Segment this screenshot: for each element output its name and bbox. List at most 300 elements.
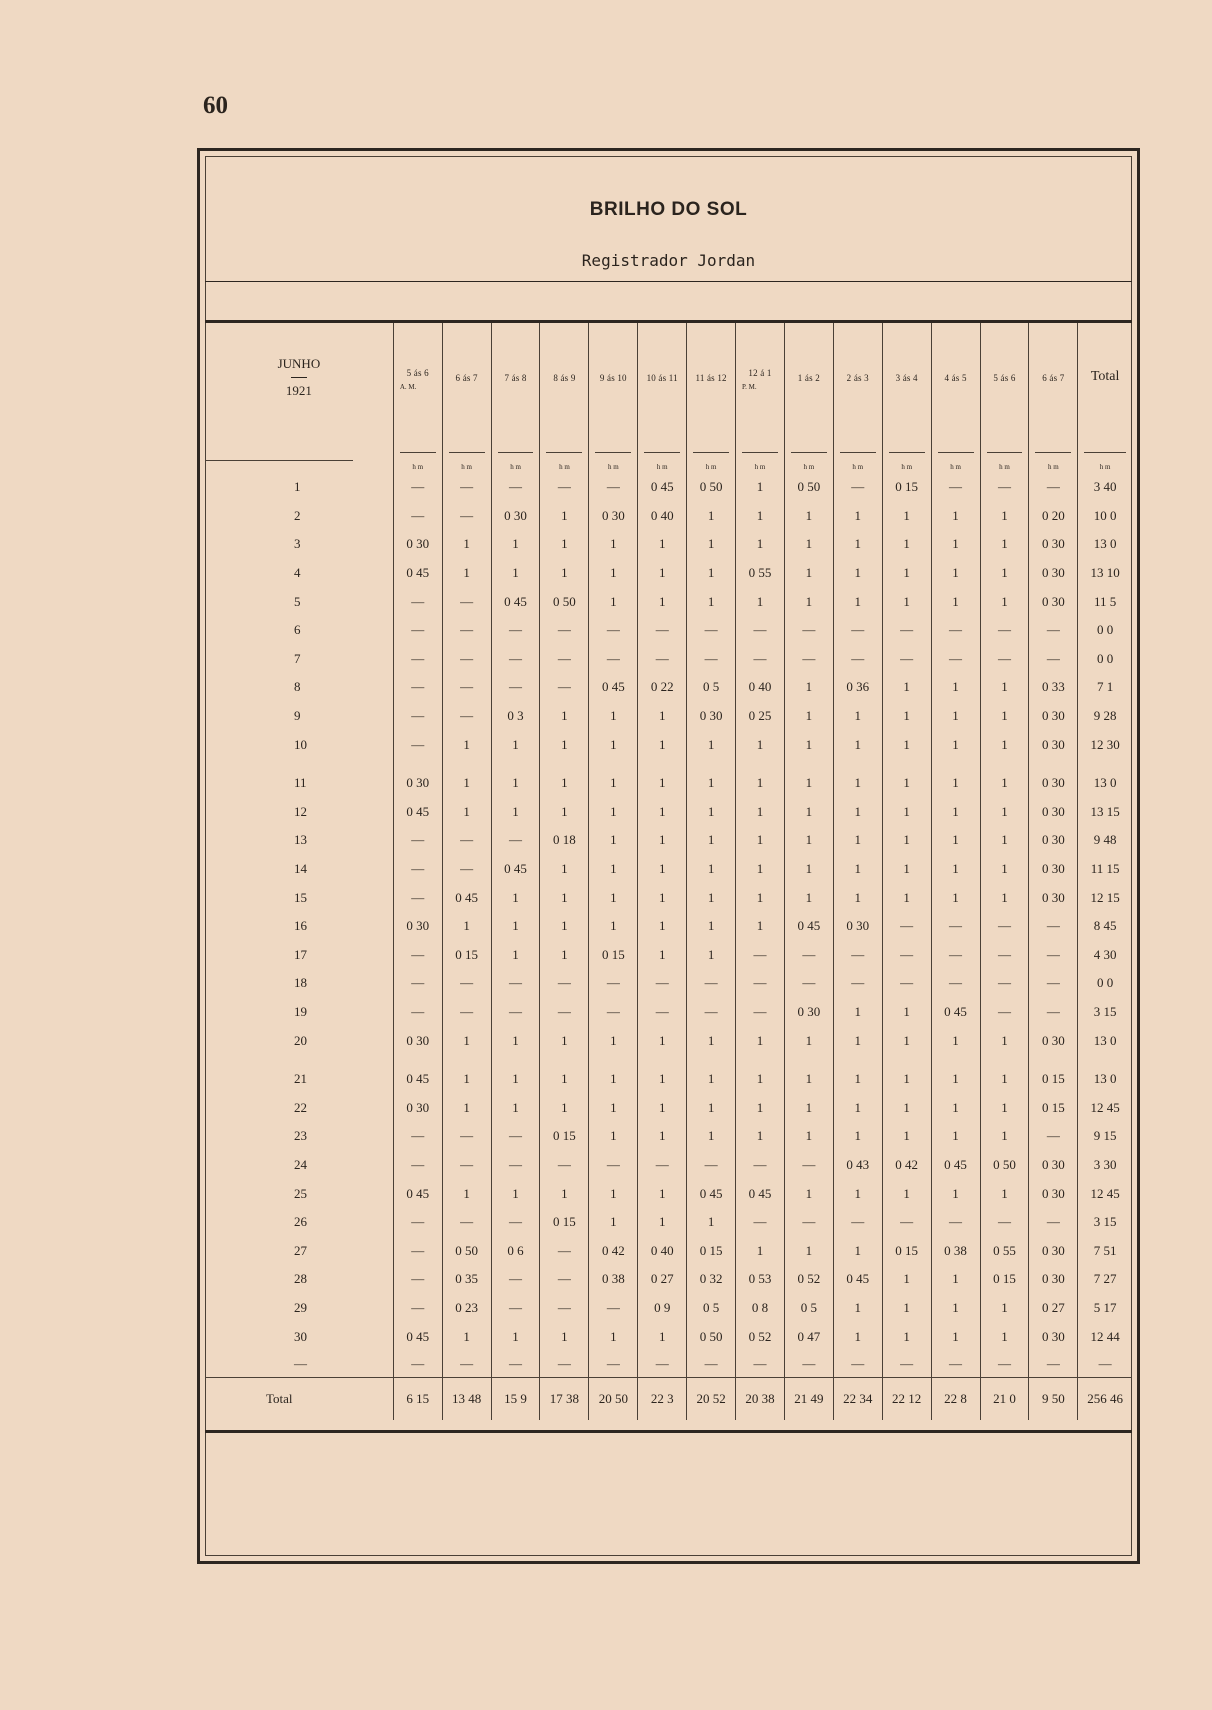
sunshine-cell: — bbox=[882, 645, 931, 674]
sunshine-cell: — bbox=[393, 1351, 442, 1378]
sunshine-cell: 1 bbox=[638, 826, 687, 855]
sunshine-cell: 1 bbox=[833, 502, 882, 531]
sunshine-cell: — bbox=[491, 645, 540, 674]
sunshine-cell: 1 bbox=[784, 1055, 833, 1094]
unit-label bbox=[491, 431, 540, 473]
sunshine-cell: 0 20 bbox=[1029, 502, 1078, 531]
sunshine-cell: — bbox=[784, 969, 833, 998]
sunshine-cell: 1 bbox=[540, 1055, 589, 1094]
sunshine-cell: 1 bbox=[442, 530, 491, 559]
sunshine-cell: 1 bbox=[980, 883, 1029, 912]
table-row bbox=[205, 1265, 1132, 1294]
sunshine-cell: 0 30 bbox=[1029, 798, 1078, 827]
sunshine-cell: 0 30 bbox=[1029, 702, 1078, 731]
sunshine-cell: — bbox=[491, 826, 540, 855]
sunshine-cell: — bbox=[882, 616, 931, 645]
sunshine-cell: 1 bbox=[638, 759, 687, 798]
unit-text: h m bbox=[546, 452, 582, 471]
sunshine-cell: 0 50 bbox=[687, 473, 736, 502]
sunshine-cell: 1 bbox=[980, 1122, 1029, 1151]
table-row bbox=[205, 759, 1132, 798]
sunshine-cell: 1 bbox=[882, 998, 931, 1027]
day-cell: 27 bbox=[294, 1242, 307, 1258]
sunshine-cell: 1 bbox=[589, 730, 638, 759]
table-row bbox=[205, 473, 1132, 502]
sunshine-cell: 1 bbox=[442, 1026, 491, 1055]
sunshine-cell: — bbox=[980, 912, 1029, 941]
grand-total-cell: 256 46 bbox=[1078, 1377, 1132, 1420]
sunshine-cell: 1 bbox=[491, 530, 540, 559]
sunshine-cell: — bbox=[980, 1208, 1029, 1237]
sunshine-cell: 0 30 bbox=[1029, 826, 1078, 855]
sunshine-cell: 1 bbox=[736, 502, 785, 531]
sunshine-cell: 1 bbox=[931, 559, 980, 588]
sunshine-cell: — bbox=[393, 616, 442, 645]
sunshine-cell: 1 bbox=[589, 883, 638, 912]
sunshine-cell: 1 bbox=[882, 1265, 931, 1294]
table-row bbox=[205, 855, 1132, 884]
hour-column-header bbox=[442, 323, 491, 431]
day-cell: 5 bbox=[294, 593, 301, 609]
sunshine-cell: — bbox=[393, 702, 442, 731]
sunshine-cell: 1 bbox=[589, 559, 638, 588]
sunshine-cell: 1 bbox=[882, 759, 931, 798]
sunshine-cell: — bbox=[491, 1122, 540, 1151]
sunshine-cell: 1 bbox=[736, 473, 785, 502]
column-total-cell: 22 8 bbox=[931, 1377, 980, 1420]
sunshine-cell: 1 bbox=[882, 1026, 931, 1055]
sunshine-cell: 1 bbox=[687, 730, 736, 759]
sunshine-cell: — bbox=[393, 645, 442, 674]
unit-label bbox=[1078, 431, 1132, 473]
sunshine-cell: — bbox=[784, 1208, 833, 1237]
sunshine-cell: 1 bbox=[687, 530, 736, 559]
day-cell: 7 bbox=[294, 650, 301, 666]
column-total-cell: 9 50 bbox=[1029, 1377, 1078, 1420]
totals-row bbox=[205, 1377, 1132, 1420]
sunshine-cell: — bbox=[980, 645, 1029, 674]
sunshine-cell: 1 bbox=[687, 883, 736, 912]
column-total-cell: 13 48 bbox=[442, 1377, 491, 1420]
sunshine-cell: — bbox=[589, 616, 638, 645]
sunshine-cell: 0 15 bbox=[1029, 1093, 1078, 1122]
sunshine-cell: — bbox=[931, 645, 980, 674]
hour-column-header bbox=[491, 323, 540, 431]
unit-label bbox=[882, 431, 931, 473]
sunshine-cell: — bbox=[491, 1265, 540, 1294]
table-row bbox=[205, 1179, 1132, 1208]
unit-label bbox=[638, 431, 687, 473]
unit-label bbox=[442, 431, 491, 473]
sunshine-cell: 1 bbox=[882, 559, 931, 588]
sunshine-cell: — bbox=[1029, 969, 1078, 998]
unit-row bbox=[205, 431, 1132, 473]
sunshine-cell: 1 bbox=[589, 702, 638, 731]
sunshine-cell: — bbox=[393, 998, 442, 1027]
sunshine-cell: 1 bbox=[540, 883, 589, 912]
row-total-cell: 13 0 bbox=[1078, 759, 1132, 798]
month-header bbox=[205, 323, 393, 431]
hour-column-header bbox=[882, 323, 931, 431]
sunshine-cell: 0 45 bbox=[931, 1151, 980, 1180]
sunshine-cell: — bbox=[393, 969, 442, 998]
sunshine-cell: 1 bbox=[442, 798, 491, 827]
sunshine-cell: — bbox=[442, 969, 491, 998]
sunshine-cell: — bbox=[540, 616, 589, 645]
hour-range-label: 1 ás 2 bbox=[797, 373, 820, 383]
sunshine-cell: — bbox=[980, 998, 1029, 1027]
sunshine-cell: — bbox=[687, 1351, 736, 1378]
sunshine-cell: — bbox=[882, 1208, 931, 1237]
sunshine-cell: 0 43 bbox=[833, 1151, 882, 1180]
sunshine-cell: 0 50 bbox=[540, 587, 589, 616]
sunshine-cell: 1 bbox=[931, 730, 980, 759]
sunshine-cell: 1 bbox=[931, 702, 980, 731]
sunshine-cell: 1 bbox=[882, 530, 931, 559]
sunshine-cell: 0 45 bbox=[393, 1322, 442, 1351]
sunshine-cell: — bbox=[638, 616, 687, 645]
table-row bbox=[205, 998, 1132, 1027]
row-total-cell: 12 45 bbox=[1078, 1179, 1132, 1208]
sunshine-cell: 1 bbox=[638, 702, 687, 731]
sunshine-cell: — bbox=[931, 1351, 980, 1378]
sunshine-cell: 0 15 bbox=[589, 941, 638, 970]
hour-column-header bbox=[980, 323, 1029, 431]
sunshine-cell: 1 bbox=[931, 1026, 980, 1055]
table-row bbox=[205, 941, 1132, 970]
sunshine-cell: 1 bbox=[638, 798, 687, 827]
table-row bbox=[205, 969, 1132, 998]
unit-text: h m bbox=[400, 452, 436, 471]
sunshine-cell: — bbox=[784, 1151, 833, 1180]
sunshine-cell: 1 bbox=[833, 798, 882, 827]
day-cell: 20 bbox=[294, 1032, 307, 1048]
sunshine-cell: — bbox=[393, 730, 442, 759]
sunshine-cell: 1 bbox=[540, 1026, 589, 1055]
hour-range-label: 11 ás 12 bbox=[695, 373, 727, 383]
unit-spacer bbox=[205, 431, 393, 473]
sunshine-cell: 1 bbox=[931, 759, 980, 798]
sunshine-cell: — bbox=[931, 616, 980, 645]
sunshine-cell: 0 50 bbox=[784, 473, 833, 502]
sunshine-cell: 1 bbox=[980, 673, 1029, 702]
table-row bbox=[205, 1351, 1132, 1378]
sunshine-cell: 1 bbox=[736, 912, 785, 941]
sunshine-cell: — bbox=[687, 645, 736, 674]
sunshine-cell: — bbox=[736, 969, 785, 998]
sunshine-cell: 1 bbox=[442, 1055, 491, 1094]
sunshine-cell: 1 bbox=[638, 1093, 687, 1122]
sunshine-cell: 1 bbox=[638, 1208, 687, 1237]
sunshine-cell: — bbox=[687, 998, 736, 1027]
sunshine-cell: 0 8 bbox=[736, 1294, 785, 1323]
sunshine-cell: — bbox=[1029, 645, 1078, 674]
sunshine-cell: 1 bbox=[980, 502, 1029, 531]
sunshine-cell: — bbox=[687, 616, 736, 645]
day-cell: 18 bbox=[294, 975, 307, 991]
table-title: BRILHO DO SOL bbox=[589, 199, 748, 220]
sunshine-cell: 1 bbox=[540, 1093, 589, 1122]
sunshine-cell: 1 bbox=[980, 826, 1029, 855]
sunshine-cell: 1 bbox=[980, 702, 1029, 731]
sunshine-cell: — bbox=[540, 969, 589, 998]
day-cell: 8 bbox=[294, 679, 301, 695]
sunshine-cell: 1 bbox=[638, 530, 687, 559]
sunshine-cell: — bbox=[442, 702, 491, 731]
day-cell: 25 bbox=[294, 1185, 307, 1201]
sunshine-cell: 0 30 bbox=[393, 530, 442, 559]
sunshine-cell: — bbox=[393, 826, 442, 855]
sunshine-cell: 1 bbox=[980, 798, 1029, 827]
sunshine-cell: 1 bbox=[833, 998, 882, 1027]
sunshine-cell: — bbox=[540, 1151, 589, 1180]
sunshine-cell: — bbox=[540, 1236, 589, 1265]
sunshine-cell: 1 bbox=[736, 1026, 785, 1055]
sunshine-cell: 0 36 bbox=[833, 673, 882, 702]
sunshine-cell: 0 45 bbox=[931, 998, 980, 1027]
sunshine-cell: 1 bbox=[784, 759, 833, 798]
sunshine-cell: 0 30 bbox=[393, 1093, 442, 1122]
sunshine-cell: 1 bbox=[833, 530, 882, 559]
sunshine-cell: 0 30 bbox=[393, 759, 442, 798]
sunshine-cell: 0 45 bbox=[589, 673, 638, 702]
sunshine-cell: 1 bbox=[638, 559, 687, 588]
column-total-cell: 20 52 bbox=[687, 1377, 736, 1420]
sunshine-cell: 1 bbox=[687, 1208, 736, 1237]
sunshine-cell: 0 47 bbox=[784, 1322, 833, 1351]
sunshine-cell: 1 bbox=[882, 1294, 931, 1323]
sunshine-cell: — bbox=[736, 645, 785, 674]
sunshine-cell: 1 bbox=[442, 1093, 491, 1122]
sunshine-cell: 1 bbox=[491, 883, 540, 912]
sunshine-cell: — bbox=[882, 969, 931, 998]
sunshine-cell: 0 45 bbox=[442, 883, 491, 912]
row-total-cell: 4 30 bbox=[1078, 941, 1132, 970]
sunshine-cell: 1 bbox=[833, 1026, 882, 1055]
row-total-cell: 13 15 bbox=[1078, 798, 1132, 827]
sunshine-cell: 1 bbox=[589, 1093, 638, 1122]
sunshine-cell: 1 bbox=[784, 559, 833, 588]
sunshine-cell: 1 bbox=[638, 1055, 687, 1094]
sunshine-cell: — bbox=[784, 645, 833, 674]
sunshine-cell: 1 bbox=[638, 941, 687, 970]
sunshine-cell: 1 bbox=[833, 1294, 882, 1323]
hour-range-label: 12 á 1 bbox=[748, 368, 772, 378]
sunshine-cell: 1 bbox=[784, 1093, 833, 1122]
table-row bbox=[205, 912, 1132, 941]
sunshine-cell: — bbox=[442, 1208, 491, 1237]
sunshine-cell: 0 30 bbox=[784, 998, 833, 1027]
sunshine-cell: 1 bbox=[687, 941, 736, 970]
table-row bbox=[205, 1322, 1132, 1351]
sunshine-cell: 1 bbox=[980, 1055, 1029, 1094]
sunshine-cell: — bbox=[736, 1351, 785, 1378]
unit-text: h m bbox=[595, 452, 631, 471]
sunshine-cell: 0 5 bbox=[687, 673, 736, 702]
day-cell: 6 bbox=[294, 622, 301, 638]
sunshine-cell: 0 30 bbox=[1029, 730, 1078, 759]
sunshine-cell: — bbox=[491, 673, 540, 702]
sunshine-cell: 1 bbox=[736, 587, 785, 616]
unit-text: h m bbox=[840, 452, 876, 471]
unit-label bbox=[931, 431, 980, 473]
sunshine-cell: — bbox=[589, 969, 638, 998]
sunshine-cell: 1 bbox=[491, 798, 540, 827]
sunshine-cell: 0 30 bbox=[1029, 587, 1078, 616]
unit-label bbox=[1029, 431, 1078, 473]
sunshine-cell: 1 bbox=[736, 826, 785, 855]
sunshine-cell: — bbox=[491, 1151, 540, 1180]
sunshine-cell: 1 bbox=[980, 759, 1029, 798]
hour-range-label: 5 ás 6 bbox=[993, 373, 1016, 383]
sunshine-cell: 0 15 bbox=[442, 941, 491, 970]
sunshine-cell: — bbox=[833, 1351, 882, 1378]
sunshine-cell: 0 5 bbox=[687, 1294, 736, 1323]
sunshine-cell: 1 bbox=[882, 1122, 931, 1151]
sunshine-cell: 1 bbox=[442, 759, 491, 798]
table-row bbox=[205, 1208, 1132, 1237]
sunshine-cell: — bbox=[980, 969, 1029, 998]
sunshine-cell: 0 40 bbox=[638, 502, 687, 531]
sunshine-cell: 0 50 bbox=[442, 1236, 491, 1265]
sunshine-cell: 1 bbox=[540, 912, 589, 941]
sunshine-cell: 0 55 bbox=[980, 1236, 1029, 1265]
sunshine-cell: 0 45 bbox=[491, 855, 540, 884]
day-cell: 4 bbox=[294, 565, 301, 581]
sunshine-cell: 1 bbox=[833, 883, 882, 912]
sunshine-cell: 1 bbox=[687, 1122, 736, 1151]
sunshine-cell: 1 bbox=[882, 1055, 931, 1094]
sunshine-cell: 1 bbox=[491, 1026, 540, 1055]
day-cell: 26 bbox=[294, 1214, 307, 1230]
sunshine-cell: — bbox=[931, 1208, 980, 1237]
sunshine-cell: — bbox=[833, 616, 882, 645]
sunshine-cell: 1 bbox=[638, 855, 687, 884]
sunshine-cell: 1 bbox=[589, 1055, 638, 1094]
sunshine-cell: 1 bbox=[442, 730, 491, 759]
sunshine-cell: 0 22 bbox=[638, 673, 687, 702]
sunshine-cell: — bbox=[638, 645, 687, 674]
hour-column-header bbox=[931, 323, 980, 431]
sunshine-cell: 1 bbox=[736, 1122, 785, 1151]
sunshine-cell: 1 bbox=[589, 1122, 638, 1151]
month-label: JUNHO bbox=[277, 355, 321, 371]
sunshine-cell: 1 bbox=[833, 730, 882, 759]
sunshine-cell: — bbox=[980, 1351, 1029, 1378]
sunshine-cell: 1 bbox=[491, 1055, 540, 1094]
sunshine-cell: 1 bbox=[638, 1026, 687, 1055]
sunshine-cell: 0 5 bbox=[784, 1294, 833, 1323]
table-row bbox=[205, 1294, 1132, 1323]
year-label: 1921 bbox=[285, 382, 312, 398]
sunshine-cell: 1 bbox=[589, 587, 638, 616]
sunshine-cell: 0 42 bbox=[882, 1151, 931, 1180]
row-total-cell: 0 0 bbox=[1078, 969, 1132, 998]
table-row bbox=[205, 1055, 1132, 1094]
sunshine-cell: 0 15 bbox=[1029, 1055, 1078, 1094]
sunshine-cell: 0 27 bbox=[1029, 1294, 1078, 1323]
row-total-cell: 3 15 bbox=[1078, 1208, 1132, 1237]
unit-text: h m bbox=[693, 452, 729, 471]
hour-range-label: 6 ás 7 bbox=[455, 373, 478, 383]
sunshine-cell: — bbox=[931, 912, 980, 941]
sunshine-cell: 1 bbox=[882, 673, 931, 702]
sunshine-cell: 1 bbox=[784, 1236, 833, 1265]
sunshine-cell: 1 bbox=[833, 559, 882, 588]
row-total-cell: 7 51 bbox=[1078, 1236, 1132, 1265]
sunshine-cell: — bbox=[491, 969, 540, 998]
sunshine-cell: 1 bbox=[882, 826, 931, 855]
day-cell: 11 bbox=[294, 775, 307, 791]
totals-label: Total bbox=[205, 1377, 393, 1420]
row-total-cell: 12 44 bbox=[1078, 1322, 1132, 1351]
sunshine-cell: — bbox=[638, 1151, 687, 1180]
day-cell: 23 bbox=[294, 1128, 307, 1144]
hour-column-header bbox=[736, 323, 785, 431]
sunshine-cell: — bbox=[736, 1208, 785, 1237]
sunshine-cell: 0 30 bbox=[1029, 1151, 1078, 1180]
sunshine-cell: 0 30 bbox=[393, 912, 442, 941]
sunshine-cell: 0 30 bbox=[1029, 1026, 1078, 1055]
sunshine-cell: 0 30 bbox=[1029, 1236, 1078, 1265]
sunshine-cell: 1 bbox=[931, 1265, 980, 1294]
column-total-cell: 20 50 bbox=[589, 1377, 638, 1420]
sunshine-cell: 1 bbox=[687, 798, 736, 827]
month-separator bbox=[291, 377, 307, 378]
sunshine-cell: 1 bbox=[784, 530, 833, 559]
sunshine-cell: — bbox=[589, 473, 638, 502]
row-total-cell: 9 48 bbox=[1078, 826, 1132, 855]
table-row bbox=[205, 1151, 1132, 1180]
sunshine-cell: 0 30 bbox=[589, 502, 638, 531]
table-body bbox=[205, 431, 1132, 1420]
sunshine-cell: 0 30 bbox=[1029, 530, 1078, 559]
sunshine-cell: 1 bbox=[882, 1093, 931, 1122]
sunshine-cell: 1 bbox=[442, 1179, 491, 1208]
sunshine-cell: 1 bbox=[589, 530, 638, 559]
sunshine-cell: — bbox=[1029, 473, 1078, 502]
sunshine-cell: 1 bbox=[442, 559, 491, 588]
sunshine-cell: 0 30 bbox=[1029, 1265, 1078, 1294]
sunshine-cell: 1 bbox=[687, 826, 736, 855]
sunshine-cell: 1 bbox=[784, 587, 833, 616]
hour-column-header bbox=[833, 323, 882, 431]
sunshine-cell: 1 bbox=[589, 1322, 638, 1351]
sunshine-cell: — bbox=[540, 998, 589, 1027]
sunshine-cell: 0 30 bbox=[1029, 855, 1078, 884]
day-cell: 10 bbox=[294, 736, 307, 752]
sunshine-cell: 1 bbox=[736, 883, 785, 912]
sunshine-cell: — bbox=[393, 587, 442, 616]
day-cell: 12 bbox=[294, 803, 307, 819]
sunshine-cell: 0 15 bbox=[980, 1265, 1029, 1294]
sunshine-cell: 1 bbox=[638, 1179, 687, 1208]
title-divider-thin bbox=[205, 281, 1132, 282]
sunshine-cell: — bbox=[882, 941, 931, 970]
day-cell: 19 bbox=[294, 1003, 307, 1019]
sunshine-cell: 1 bbox=[980, 559, 1029, 588]
sunshine-cell: 0 30 bbox=[1029, 1322, 1078, 1351]
sunshine-cell: 1 bbox=[882, 1322, 931, 1351]
row-total-cell: 7 1 bbox=[1078, 673, 1132, 702]
sunshine-cell: — bbox=[442, 1122, 491, 1151]
row-total-cell: 11 5 bbox=[1078, 587, 1132, 616]
sunshine-cell: — bbox=[980, 941, 1029, 970]
sunshine-cell: 0 30 bbox=[393, 1026, 442, 1055]
sunshine-cell: 0 42 bbox=[589, 1236, 638, 1265]
sunshine-cell: — bbox=[833, 969, 882, 998]
meridiem-label: P. M. bbox=[742, 383, 757, 391]
